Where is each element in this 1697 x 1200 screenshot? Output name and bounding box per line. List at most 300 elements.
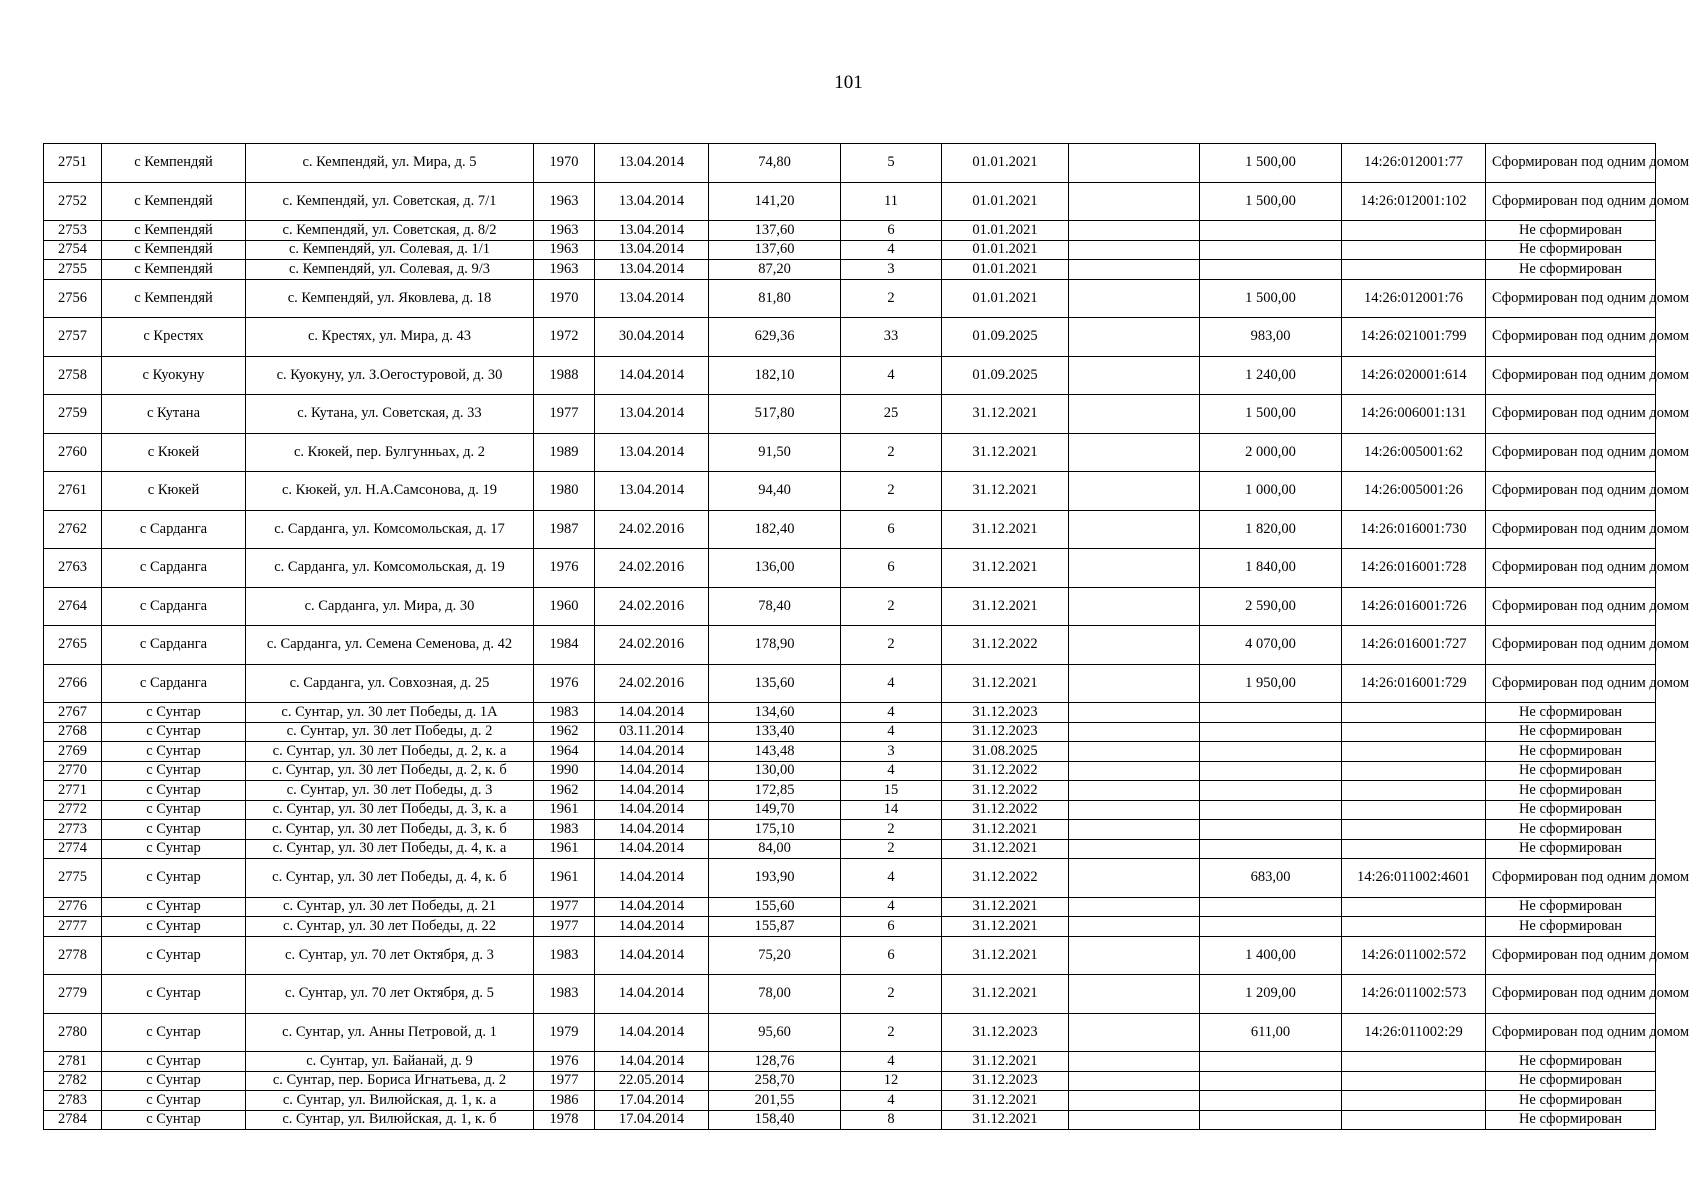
table-row [44, 587, 1656, 626]
cadastral-number-cell: 14:26:021001:799 [1342, 318, 1486, 357]
land-area-cell: 1 500,00 [1200, 182, 1342, 221]
settlement-cell: с Кемпендяй [102, 144, 246, 183]
land-status-cell: Сформирован под одним домом [1486, 144, 1656, 183]
inclusion-date-cell: 13.04.2014 [595, 182, 709, 221]
settlement-cell: с Сарданга [102, 587, 246, 626]
cadastral-number-cell [1342, 722, 1486, 742]
address-cell: с. Сарданга, ул. Семена Семенова, д. 42 [246, 626, 534, 665]
inclusion-date-cell: 14.04.2014 [595, 761, 709, 781]
residents-cell: 6 [841, 510, 942, 549]
land-area-cell [1200, 221, 1342, 241]
settlement-cell: с Сарданга [102, 549, 246, 588]
settlement-cell: с Кемпендяй [102, 182, 246, 221]
build-year-cell: 1980 [534, 472, 595, 511]
address-cell: с. Сунтар, ул. 30 лет Победы, д. 4, к. а [246, 839, 534, 859]
deadline-cell: 01.01.2021 [942, 279, 1069, 318]
residents-cell: 11 [841, 182, 942, 221]
deadline-cell: 31.12.2021 [942, 936, 1069, 975]
row-number-cell: 2752 [44, 182, 102, 221]
settlement-cell: с Кемпендяй [102, 279, 246, 318]
settlement-cell: с Сунтар [102, 722, 246, 742]
blank-cell [1069, 182, 1200, 221]
blank-cell [1069, 260, 1200, 280]
blank-cell [1069, 472, 1200, 511]
settlement-cell: с Сунтар [102, 1110, 246, 1130]
area-cell: 258,70 [709, 1071, 841, 1091]
residents-cell: 2 [841, 839, 942, 859]
residents-cell: 33 [841, 318, 942, 357]
row-number-cell: 2755 [44, 260, 102, 280]
area-cell: 143,48 [709, 742, 841, 762]
land-status-cell: Не сформирован [1486, 839, 1656, 859]
cadastral-number-cell [1342, 781, 1486, 801]
cadastral-number-cell [1342, 761, 1486, 781]
cadastral-number-cell [1342, 897, 1486, 917]
settlement-cell: с Сунтар [102, 975, 246, 1014]
land-status-cell: Сформирован под одним домом [1486, 472, 1656, 511]
address-cell: с. Сунтар, ул. 70 лет Октября, д. 3 [246, 936, 534, 975]
address-cell: с. Кемпендяй, ул. Солевая, д. 1/1 [246, 240, 534, 260]
area-cell: 182,40 [709, 510, 841, 549]
table-row [44, 975, 1656, 1014]
land-status-cell: Сформирован под одним домом [1486, 664, 1656, 703]
build-year-cell: 1977 [534, 917, 595, 937]
build-year-cell: 1970 [534, 144, 595, 183]
blank-cell [1069, 781, 1200, 801]
build-year-cell: 1984 [534, 626, 595, 665]
inclusion-date-cell: 14.04.2014 [595, 1013, 709, 1052]
deadline-cell: 31.12.2021 [942, 395, 1069, 434]
inclusion-date-cell: 14.04.2014 [595, 703, 709, 723]
blank-cell [1069, 144, 1200, 183]
row-number-cell: 2768 [44, 722, 102, 742]
deadline-cell: 31.12.2021 [942, 820, 1069, 840]
residents-cell: 6 [841, 549, 942, 588]
row-number-cell: 2762 [44, 510, 102, 549]
build-year-cell: 1987 [534, 510, 595, 549]
area-cell: 517,80 [709, 395, 841, 434]
blank-cell [1069, 510, 1200, 549]
residents-cell: 4 [841, 859, 942, 898]
build-year-cell: 1978 [534, 1110, 595, 1130]
deadline-cell: 31.12.2022 [942, 859, 1069, 898]
settlement-cell: с Сунтар [102, 897, 246, 917]
inclusion-date-cell: 17.04.2014 [595, 1091, 709, 1111]
build-year-cell: 1983 [534, 975, 595, 1014]
land-status-cell: Не сформирован [1486, 1091, 1656, 1111]
cadastral-number-cell [1342, 742, 1486, 762]
table-row [44, 761, 1656, 781]
land-area-cell [1200, 839, 1342, 859]
table-row [44, 936, 1656, 975]
land-status-cell: Не сформирован [1486, 722, 1656, 742]
settlement-cell: с Сунтар [102, 781, 246, 801]
table-row [44, 1110, 1656, 1130]
land-status-cell: Сформирован под одним домом [1486, 433, 1656, 472]
land-area-cell [1200, 897, 1342, 917]
land-area-cell [1200, 800, 1342, 820]
address-cell: с. Сунтар, ул. 30 лет Победы, д. 21 [246, 897, 534, 917]
build-year-cell: 1979 [534, 1013, 595, 1052]
area-cell: 201,55 [709, 1091, 841, 1111]
residents-cell: 2 [841, 820, 942, 840]
residents-cell: 4 [841, 897, 942, 917]
land-status-cell: Не сформирован [1486, 897, 1656, 917]
cadastral-number-cell: 14:26:016001:726 [1342, 587, 1486, 626]
residents-cell: 4 [841, 240, 942, 260]
area-cell: 136,00 [709, 549, 841, 588]
cadastral-number-cell: 14:26:016001:730 [1342, 510, 1486, 549]
blank-cell [1069, 549, 1200, 588]
build-year-cell: 1976 [534, 1052, 595, 1072]
row-number-cell: 2761 [44, 472, 102, 511]
area-cell: 81,80 [709, 279, 841, 318]
land-area-cell: 1 500,00 [1200, 144, 1342, 183]
land-area-cell [1200, 742, 1342, 762]
inclusion-date-cell: 17.04.2014 [595, 1110, 709, 1130]
land-status-cell: Сформирован под одним домом [1486, 859, 1656, 898]
address-cell: с. Сунтар, ул. Вилюйская, д. 1, к. б [246, 1110, 534, 1130]
blank-cell [1069, 1091, 1200, 1111]
area-cell: 137,60 [709, 221, 841, 241]
blank-cell [1069, 859, 1200, 898]
row-number-cell: 2756 [44, 279, 102, 318]
blank-cell [1069, 742, 1200, 762]
table-row [44, 318, 1656, 357]
address-cell: с. Крестях, ул. Мира, д. 43 [246, 318, 534, 357]
deadline-cell: 31.12.2021 [942, 917, 1069, 937]
residents-cell: 15 [841, 781, 942, 801]
address-cell: с. Сунтар, ул. 30 лет Победы, д. 3, к. а [246, 800, 534, 820]
build-year-cell: 1977 [534, 395, 595, 434]
residents-cell: 2 [841, 279, 942, 318]
blank-cell [1069, 936, 1200, 975]
deadline-cell: 01.09.2025 [942, 318, 1069, 357]
land-status-cell: Не сформирован [1486, 742, 1656, 762]
blank-cell [1069, 240, 1200, 260]
cadastral-number-cell: 14:26:012001:77 [1342, 144, 1486, 183]
blank-cell [1069, 433, 1200, 472]
table-row [44, 1052, 1656, 1072]
cadastral-number-cell: 14:26:016001:728 [1342, 549, 1486, 588]
row-number-cell: 2754 [44, 240, 102, 260]
address-cell: с. Сунтар, ул. Байанай, д. 9 [246, 1052, 534, 1072]
land-status-cell: Не сформирован [1486, 761, 1656, 781]
deadline-cell: 01.09.2025 [942, 356, 1069, 395]
residents-cell: 4 [841, 1091, 942, 1111]
settlement-cell: с Сунтар [102, 839, 246, 859]
area-cell: 133,40 [709, 722, 841, 742]
build-year-cell: 1961 [534, 839, 595, 859]
cadastral-number-cell: 14:26:005001:26 [1342, 472, 1486, 511]
residents-cell: 4 [841, 356, 942, 395]
inclusion-date-cell: 22.05.2014 [595, 1071, 709, 1091]
build-year-cell: 1970 [534, 279, 595, 318]
address-cell: с. Сунтар, пер. Бориса Игнатьева, д. 2 [246, 1071, 534, 1091]
address-cell: с. Сунтар, ул. 30 лет Победы, д. 4, к. б [246, 859, 534, 898]
row-number-cell: 2760 [44, 433, 102, 472]
inclusion-date-cell: 14.04.2014 [595, 1052, 709, 1072]
land-area-cell [1200, 1052, 1342, 1072]
area-cell: 91,50 [709, 433, 841, 472]
residents-cell: 2 [841, 433, 942, 472]
residents-cell: 4 [841, 1052, 942, 1072]
address-cell: с. Сунтар, ул. 30 лет Победы, д. 3, к. б [246, 820, 534, 840]
land-area-cell: 2 590,00 [1200, 587, 1342, 626]
table-row [44, 781, 1656, 801]
residents-cell: 6 [841, 936, 942, 975]
table-row [44, 221, 1656, 241]
build-year-cell: 1986 [534, 1091, 595, 1111]
inclusion-date-cell: 14.04.2014 [595, 897, 709, 917]
deadline-cell: 31.12.2021 [942, 975, 1069, 1014]
area-cell: 78,40 [709, 587, 841, 626]
inclusion-date-cell: 14.04.2014 [595, 839, 709, 859]
settlement-cell: с Сарданга [102, 626, 246, 665]
build-year-cell: 1960 [534, 587, 595, 626]
land-status-cell: Сформирован под одним домом [1486, 587, 1656, 626]
inclusion-date-cell: 13.04.2014 [595, 221, 709, 241]
area-cell: 193,90 [709, 859, 841, 898]
land-area-cell: 1 840,00 [1200, 549, 1342, 588]
address-cell: с. Сунтар, ул. Анны Петровой, д. 1 [246, 1013, 534, 1052]
inclusion-date-cell: 14.04.2014 [595, 800, 709, 820]
cadastral-number-cell: 14:26:011002:572 [1342, 936, 1486, 975]
row-number-cell: 2764 [44, 587, 102, 626]
area-cell: 87,20 [709, 260, 841, 280]
deadline-cell: 31.12.2022 [942, 781, 1069, 801]
deadline-cell: 31.12.2022 [942, 626, 1069, 665]
deadline-cell: 31.08.2025 [942, 742, 1069, 762]
deadline-cell: 31.12.2021 [942, 1091, 1069, 1111]
inclusion-date-cell: 13.04.2014 [595, 144, 709, 183]
row-number-cell: 2758 [44, 356, 102, 395]
residents-cell: 14 [841, 800, 942, 820]
row-number-cell: 2772 [44, 800, 102, 820]
deadline-cell: 31.12.2023 [942, 1071, 1069, 1091]
land-area-cell: 1 820,00 [1200, 510, 1342, 549]
settlement-cell: с Сарданга [102, 664, 246, 703]
deadline-cell: 31.12.2021 [942, 433, 1069, 472]
cadastral-number-cell: 14:26:012001:76 [1342, 279, 1486, 318]
inclusion-date-cell: 14.04.2014 [595, 936, 709, 975]
residents-cell: 2 [841, 626, 942, 665]
settlement-cell: с Кемпендяй [102, 240, 246, 260]
area-cell: 149,70 [709, 800, 841, 820]
land-status-cell: Сформирован под одним домом [1486, 1013, 1656, 1052]
land-status-cell: Сформирован под одним домом [1486, 182, 1656, 221]
row-number-cell: 2757 [44, 318, 102, 357]
address-cell: с. Куокуну, ул. З.Оегостуровой, д. 30 [246, 356, 534, 395]
deadline-cell: 31.12.2021 [942, 897, 1069, 917]
blank-cell [1069, 839, 1200, 859]
land-status-cell: Не сформирован [1486, 240, 1656, 260]
blank-cell [1069, 1110, 1200, 1130]
land-area-cell [1200, 1091, 1342, 1111]
cadastral-number-cell [1342, 221, 1486, 241]
deadline-cell: 31.12.2021 [942, 549, 1069, 588]
blank-cell [1069, 761, 1200, 781]
deadline-cell: 01.01.2021 [942, 221, 1069, 241]
area-cell: 134,60 [709, 703, 841, 723]
area-cell: 94,40 [709, 472, 841, 511]
deadline-cell: 31.12.2023 [942, 703, 1069, 723]
land-area-cell: 1 400,00 [1200, 936, 1342, 975]
blank-cell [1069, 356, 1200, 395]
land-status-cell: Сформирован под одним домом [1486, 318, 1656, 357]
address-cell: с. Сунтар, ул. 30 лет Победы, д. 22 [246, 917, 534, 937]
residents-cell: 4 [841, 703, 942, 723]
area-cell: 78,00 [709, 975, 841, 1014]
settlement-cell: с Сунтар [102, 1013, 246, 1052]
blank-cell [1069, 917, 1200, 937]
address-cell: с. Сарданга, ул. Мира, д. 30 [246, 587, 534, 626]
blank-cell [1069, 703, 1200, 723]
table-row [44, 1071, 1656, 1091]
table-row [44, 279, 1656, 318]
inclusion-date-cell: 24.02.2016 [595, 549, 709, 588]
land-status-cell: Сформирован под одним домом [1486, 510, 1656, 549]
settlement-cell: с Кюкей [102, 472, 246, 511]
settlement-cell: с Сунтар [102, 936, 246, 975]
build-year-cell: 1963 [534, 260, 595, 280]
blank-cell [1069, 279, 1200, 318]
row-number-cell: 2759 [44, 395, 102, 434]
settlement-cell: с Сунтар [102, 1091, 246, 1111]
table-row [44, 859, 1656, 898]
inclusion-date-cell: 13.04.2014 [595, 260, 709, 280]
land-status-cell: Не сформирован [1486, 917, 1656, 937]
deadline-cell: 01.01.2021 [942, 260, 1069, 280]
blank-cell [1069, 722, 1200, 742]
inclusion-date-cell: 14.04.2014 [595, 975, 709, 1014]
area-cell: 128,76 [709, 1052, 841, 1072]
land-area-cell: 1 209,00 [1200, 975, 1342, 1014]
table-row [44, 1091, 1656, 1111]
blank-cell [1069, 975, 1200, 1014]
cadastral-number-cell: 14:26:016001:727 [1342, 626, 1486, 665]
deadline-cell: 31.12.2023 [942, 722, 1069, 742]
settlement-cell: с Кемпендяй [102, 221, 246, 241]
land-status-cell: Сформирован под одним домом [1486, 395, 1656, 434]
settlement-cell: с Кюкей [102, 433, 246, 472]
blank-cell [1069, 800, 1200, 820]
address-cell: с. Кемпендяй, ул. Советская, д. 8/2 [246, 221, 534, 241]
land-area-cell [1200, 761, 1342, 781]
row-number-cell: 2751 [44, 144, 102, 183]
residents-cell: 2 [841, 587, 942, 626]
address-cell: с. Сунтар, ул. 70 лет Октября, д. 5 [246, 975, 534, 1014]
cadastral-number-cell: 14:26:006001:131 [1342, 395, 1486, 434]
deadline-cell: 01.01.2021 [942, 240, 1069, 260]
land-status-cell: Не сформирован [1486, 1110, 1656, 1130]
land-area-cell [1200, 917, 1342, 937]
row-number-cell: 2769 [44, 742, 102, 762]
address-cell: с. Кемпендяй, ул. Солевая, д. 9/3 [246, 260, 534, 280]
area-cell: 130,00 [709, 761, 841, 781]
row-number-cell: 2753 [44, 221, 102, 241]
table-row [44, 800, 1656, 820]
row-number-cell: 2778 [44, 936, 102, 975]
area-cell: 175,10 [709, 820, 841, 840]
row-number-cell: 2779 [44, 975, 102, 1014]
cadastral-number-cell: 14:26:020001:614 [1342, 356, 1486, 395]
build-year-cell: 1972 [534, 318, 595, 357]
deadline-cell: 31.12.2022 [942, 761, 1069, 781]
inclusion-date-cell: 24.02.2016 [595, 510, 709, 549]
settlement-cell: с Сунтар [102, 820, 246, 840]
blank-cell [1069, 318, 1200, 357]
blank-cell [1069, 1071, 1200, 1091]
table-row [44, 742, 1656, 762]
area-cell: 141,20 [709, 182, 841, 221]
inclusion-date-cell: 14.04.2014 [595, 820, 709, 840]
table-row [44, 356, 1656, 395]
inclusion-date-cell: 24.02.2016 [595, 664, 709, 703]
land-area-cell: 683,00 [1200, 859, 1342, 898]
settlement-cell: с Куокуну [102, 356, 246, 395]
cadastral-number-cell [1342, 240, 1486, 260]
land-status-cell: Сформирован под одним домом [1486, 549, 1656, 588]
build-year-cell: 1962 [534, 781, 595, 801]
table-row [44, 1013, 1656, 1052]
cadastral-number-cell: 14:26:011002:4601 [1342, 859, 1486, 898]
land-status-cell: Не сформирован [1486, 800, 1656, 820]
cadastral-number-cell [1342, 820, 1486, 840]
build-year-cell: 1977 [534, 1071, 595, 1091]
table-row [44, 917, 1656, 937]
residents-cell: 25 [841, 395, 942, 434]
build-year-cell: 1976 [534, 549, 595, 588]
settlement-cell: с Сунтар [102, 761, 246, 781]
cadastral-number-cell: 14:26:011002:29 [1342, 1013, 1486, 1052]
inclusion-date-cell: 13.04.2014 [595, 433, 709, 472]
row-number-cell: 2775 [44, 859, 102, 898]
row-number-cell: 2773 [44, 820, 102, 840]
land-status-cell: Не сформирован [1486, 1052, 1656, 1072]
table-row [44, 897, 1656, 917]
deadline-cell: 31.12.2021 [942, 587, 1069, 626]
residents-cell: 2 [841, 472, 942, 511]
inclusion-date-cell: 30.04.2014 [595, 318, 709, 357]
inclusion-date-cell: 24.02.2016 [595, 587, 709, 626]
build-year-cell: 1961 [534, 800, 595, 820]
settlement-cell: с Сунтар [102, 1052, 246, 1072]
table-row [44, 433, 1656, 472]
land-area-cell: 4 070,00 [1200, 626, 1342, 665]
residents-cell: 12 [841, 1071, 942, 1091]
build-year-cell: 1962 [534, 722, 595, 742]
land-area-cell: 1 950,00 [1200, 664, 1342, 703]
deadline-cell: 31.12.2021 [942, 472, 1069, 511]
address-cell: с. Кемпендяй, ул. Яковлева, д. 18 [246, 279, 534, 318]
deadline-cell: 01.01.2021 [942, 144, 1069, 183]
build-year-cell: 1961 [534, 859, 595, 898]
residents-cell: 2 [841, 1013, 942, 1052]
table-row [44, 510, 1656, 549]
table-row [44, 182, 1656, 221]
inclusion-date-cell: 13.04.2014 [595, 472, 709, 511]
address-cell: с. Сунтар, ул. Вилюйская, д. 1, к. а [246, 1091, 534, 1111]
address-cell: с. Сунтар, ул. 30 лет Победы, д. 3 [246, 781, 534, 801]
build-year-cell: 1963 [534, 221, 595, 241]
table-row [44, 549, 1656, 588]
residents-cell: 6 [841, 221, 942, 241]
land-status-cell: Не сформирован [1486, 221, 1656, 241]
area-cell: 84,00 [709, 839, 841, 859]
land-area-cell [1200, 703, 1342, 723]
row-number-cell: 2783 [44, 1091, 102, 1111]
